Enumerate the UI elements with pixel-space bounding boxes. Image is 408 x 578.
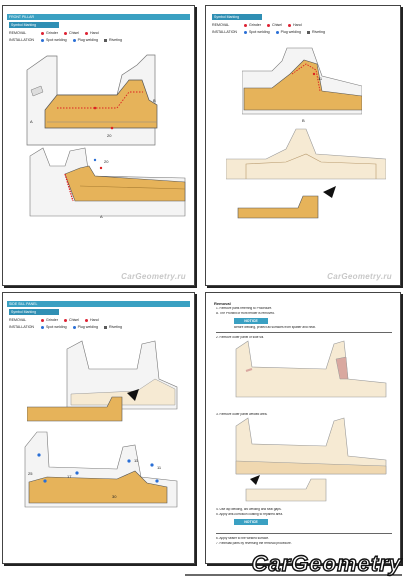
callout-20-lower: 20 xyxy=(104,159,109,164)
manual-page-front-pillar xyxy=(2,5,195,286)
callout-17: 17 xyxy=(67,474,72,479)
hand-icon xyxy=(85,32,88,35)
callout-11: 11 xyxy=(318,76,323,81)
instruction-line: 4. Use lap welding, arc welding and seal gaps. xyxy=(216,508,282,511)
divider xyxy=(216,332,392,333)
sill-outline-diagram xyxy=(226,124,386,184)
spot-weld-icon xyxy=(41,39,44,42)
legend-title: Symbol Marking xyxy=(9,22,59,28)
rivet-icon xyxy=(104,326,107,329)
chisel-icon xyxy=(64,319,67,322)
callout-25: 25 xyxy=(28,471,33,476)
legend-row-installation: INSTALLATION Spot welding Plug welding Riveting xyxy=(9,38,122,42)
instruction-line: 7. Reinstall parts by reversing the removal procedure. xyxy=(216,542,292,545)
legend-row-removal: REMOVAL Grinder Chisel Hand xyxy=(9,31,99,35)
symbol-legend xyxy=(9,22,188,48)
legend-row-installation: INSTALLATION Spot welding Plug welding Riveting xyxy=(9,325,122,329)
grinder-icon xyxy=(41,32,44,35)
watermark: CarGeometry.ru xyxy=(327,272,392,281)
instruction-line: 5. Apply anti-corrosion coating to repaired area. xyxy=(216,513,283,516)
svg-text:CarGeometry: CarGeometry xyxy=(251,551,402,576)
manual-page-symbol-marking xyxy=(205,5,401,286)
sill-panel-diagram-top xyxy=(27,339,192,429)
spot-weld-icon xyxy=(244,31,247,34)
grinder-icon xyxy=(41,319,44,322)
callout-11-b: 11 xyxy=(157,465,162,470)
legend-title: Symbol Marking xyxy=(9,309,59,315)
section-title: FRONT PILLAR xyxy=(9,15,35,19)
callout-a-lower: A xyxy=(100,214,103,219)
plug-weld-icon xyxy=(73,326,76,329)
arrow-icon xyxy=(250,475,260,485)
legend-title: Symbol Marking xyxy=(212,14,262,20)
watermark: CarGeometry.ru xyxy=(121,272,186,281)
manual-page-side-sill xyxy=(2,292,195,564)
plug-weld-icon xyxy=(73,39,76,42)
instruction-line: 1. Remove parts referring to Procedure. xyxy=(216,307,273,310)
sill-diagram-detail xyxy=(25,146,190,221)
callout-11: 11 xyxy=(134,458,139,463)
grinder-icon xyxy=(244,24,247,27)
callout-30: 30 xyxy=(112,494,117,499)
legend-row-removal: REMOVAL Grinder Chisel Hand xyxy=(9,318,99,322)
divider xyxy=(216,533,392,534)
instruction-line: 3. Remove outer panel welded area. xyxy=(216,413,268,416)
legend-row-removal: REMOVAL Grinder Chisel Hand xyxy=(212,23,302,27)
callout-a: A xyxy=(30,119,33,124)
instruction-line: a. The Prohibit of front fender is removed. xyxy=(216,312,275,315)
sill-panel-part xyxy=(228,186,348,226)
step-diagram-1 xyxy=(216,339,396,399)
section-title: SIDE SILL PANEL xyxy=(9,302,38,306)
rivet-icon xyxy=(104,39,107,42)
legend-row-installation: INSTALLATION Spot welding Plug welding Riveting xyxy=(212,30,325,34)
section-heading: Removal xyxy=(214,301,231,306)
rivet-icon xyxy=(307,31,310,34)
sill-panel-diagram-bottom xyxy=(17,427,187,512)
callout-b: B xyxy=(302,118,305,123)
spot-weld-icon xyxy=(41,326,44,329)
sill-panel-part xyxy=(236,475,366,505)
symbol-legend xyxy=(212,14,394,40)
instruction-line: 2. Remove outer panel of side sill. xyxy=(216,336,265,339)
notice-badge: NOTICE xyxy=(234,318,268,324)
arrow-icon xyxy=(323,186,336,198)
instruction-line: 6. Apply sealer to the welded surface. xyxy=(216,537,269,540)
manual-page-instructions xyxy=(205,292,401,564)
section-header-bar xyxy=(7,14,190,20)
step-diagram-2 xyxy=(216,416,396,476)
callout-20: 20 xyxy=(107,133,112,138)
hand-icon xyxy=(85,319,88,322)
hand-icon xyxy=(288,24,291,27)
sill-diagram-top xyxy=(17,50,187,150)
notice-text: Before welding, protect all surfaces from spatter and heat. xyxy=(234,326,316,329)
brand-logo xyxy=(0,547,408,578)
plug-weld-icon xyxy=(276,31,279,34)
symbol-legend xyxy=(9,309,188,335)
notice-badge-2: NOTICE xyxy=(234,519,268,525)
chisel-icon xyxy=(64,32,67,35)
chisel-icon xyxy=(267,24,270,27)
callout-b: B xyxy=(153,98,156,103)
pillar-closeup-diagram xyxy=(242,46,362,116)
